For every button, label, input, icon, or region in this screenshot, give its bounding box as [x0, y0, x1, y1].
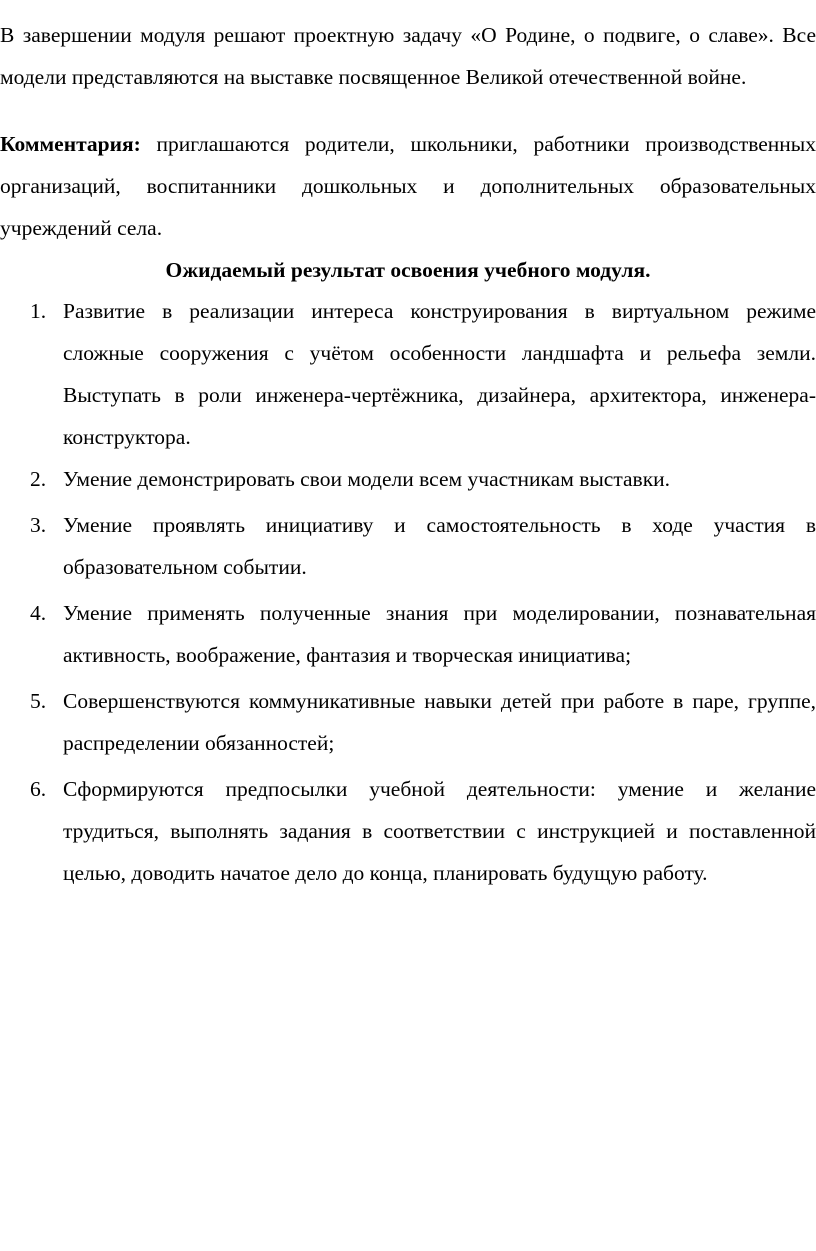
list-item-number: 4. [30, 601, 47, 625]
comment-text: приглашаются родители, школьники, работники производственных организаций, воспитанники дошкольных и дополнительных образовательных учреждений села. [0, 132, 816, 240]
list-item [0, 680, 816, 764]
list-item-number: 3. [30, 513, 47, 537]
list-item [0, 768, 816, 894]
intro-paragraph: В завершении модуля решают проектную задачу «О Родине, о подвиге, о славе». Все модели представляются на выставке посвященное Великой отечественной войне. [0, 23, 816, 89]
list-item [0, 458, 816, 500]
section-heading: Ожидаемый результат освоения учебного модуля. [165, 258, 651, 282]
list-item [0, 504, 816, 588]
list-item-text: Совершенствуются коммуникативные навыки детей при работе в паре, группе, распределении обязанностей; [63, 689, 816, 755]
list-item [0, 290, 816, 458]
list-item-text: Умение проявлять инициативу и самостоятельность в ходе участия в образовательном событии. [63, 513, 816, 579]
list-item-text: Развитие в реализации интереса конструирования в виртуальном режиме сложные сооружения с учётом особенности ландшафта и рельефа земли. Выступать в роли инженера-чертёжника, дизайнера, архитектора, инженера-конструктора. [63, 299, 816, 449]
results-list [0, 290, 816, 898]
list-item [0, 592, 816, 676]
list-item-number: 6. [30, 777, 47, 801]
list-item-text: Умение применять полученные знания при моделировании, познавательная активность, воображение, фантазия и творческая инициатива; [63, 601, 816, 667]
comment-label: Комментария: [0, 132, 141, 156]
list-item-number: 5. [30, 689, 47, 713]
list-item-text: Умение демонстрировать свои модели всем участникам выставки. [63, 467, 671, 491]
list-item-number: 2. [30, 467, 47, 491]
list-item-number: 1. [30, 299, 47, 323]
list-item-text: Сформируются предпосылки учебной деятельности: умение и желание трудиться, выполнять задания в соответствии с инструкцией и поставленной целью, доводить начатое дело до конца, планировать будущую работу. [63, 777, 816, 885]
comment-paragraph [0, 123, 816, 249]
